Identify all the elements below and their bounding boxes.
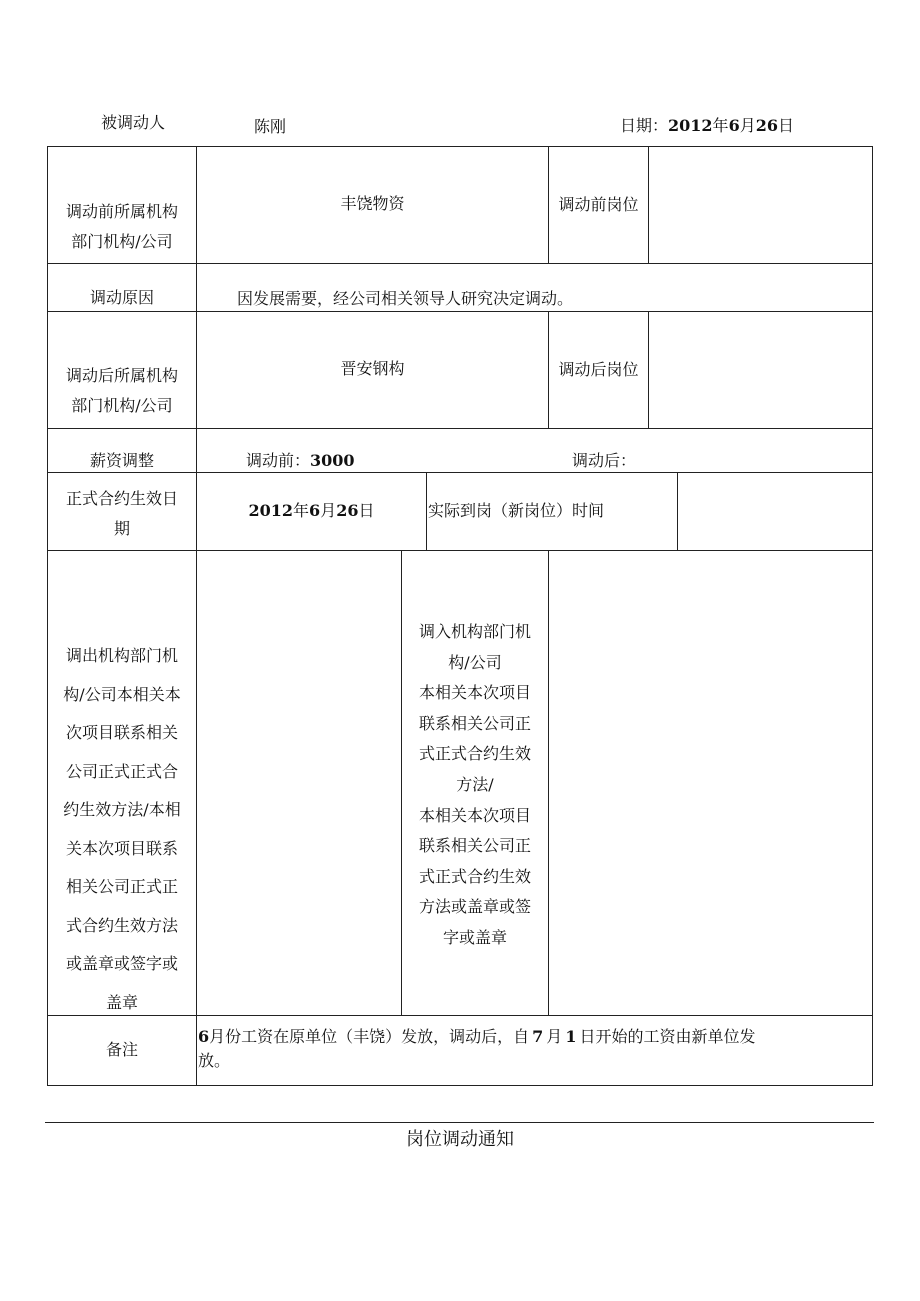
out-org-signature-area[interactable] xyxy=(197,551,401,1015)
in-sign-line: 本相关本次项目 xyxy=(418,805,531,825)
out-sign-line: 盖章 xyxy=(105,992,138,1012)
arrival-time-value[interactable] xyxy=(678,472,872,550)
in-sign-line: 联系相关公司正 xyxy=(418,836,531,856)
effective-unit-day: 日 xyxy=(358,501,375,520)
remark-value xyxy=(198,1025,868,1073)
out-sign-line: 式合约生效方法 xyxy=(65,915,178,935)
out-sign-line: 关本次项目联系 xyxy=(65,838,178,858)
remark-part-2: 月 xyxy=(546,1027,563,1046)
date-month: 6 xyxy=(728,116,740,135)
in-sign-line: 联系相关公司正 xyxy=(418,713,531,733)
salary-after xyxy=(572,446,636,476)
effective-unit-year: 年 xyxy=(293,501,310,520)
out-sign-line: 构/公司本相关本 xyxy=(63,684,181,704)
document-title: 岗位调动通知 xyxy=(406,1129,514,1150)
effective-day: 26 xyxy=(336,501,359,520)
salary-after-label: 调动后： xyxy=(572,451,637,470)
in-sign-line: 构/公司 xyxy=(448,652,502,672)
date-day: 26 xyxy=(755,116,778,135)
after-post-label: 调动后岗位 xyxy=(558,359,639,379)
out-sign-line: 公司正式正式合 xyxy=(65,761,178,781)
in-org-sign-label xyxy=(402,617,548,954)
reason-label: 调动原因 xyxy=(89,288,154,307)
after-org-label-line1: 调动后所属机构 xyxy=(65,366,178,385)
out-org-sign-label xyxy=(48,637,196,1022)
effective-date-value xyxy=(197,472,426,550)
remark-month: 7 xyxy=(532,1027,544,1046)
in-sign-line: 方法或盖章或签 xyxy=(418,897,531,917)
remark-day: 1 xyxy=(565,1027,577,1046)
effective-label-line1: 正式合约生效日 xyxy=(65,489,178,508)
out-sign-line: 约生效方法/本相 xyxy=(63,800,181,819)
before-org-label xyxy=(48,190,196,264)
effective-year: 2012 xyxy=(248,501,294,520)
before-post-value[interactable] xyxy=(649,146,872,263)
transferee-label: 被调动人 xyxy=(101,113,166,132)
before-org-label-line2: 部门机构/公司 xyxy=(71,232,173,251)
remark-line-1 xyxy=(198,1025,868,1049)
remark-part-3: 日开始的工资由新单位发 xyxy=(579,1027,756,1046)
after-post-value[interactable] xyxy=(649,311,872,428)
in-sign-line: 本相关本次项目 xyxy=(418,683,531,703)
arrival-time-label: 实际到岗（新岗位）时间 xyxy=(428,501,605,520)
in-sign-line: 式正式合约生效 xyxy=(418,866,531,886)
in-sign-line: 调入机构部门机 xyxy=(418,622,531,641)
out-sign-line: 或盖章或签字或 xyxy=(65,954,178,973)
date-unit-day: 日 xyxy=(777,116,794,135)
footer-divider xyxy=(45,1122,874,1123)
before-org-value: 丰饶物资 xyxy=(340,194,405,213)
remark-line-2: 放。 xyxy=(198,1051,231,1070)
header-date xyxy=(620,113,794,136)
in-sign-line: 式正式合约生效 xyxy=(418,744,531,764)
in-sign-line: 方法/ xyxy=(456,774,494,794)
date-unit-month: 月 xyxy=(739,116,756,135)
after-org-label xyxy=(48,354,196,428)
out-sign-line: 次项目联系相关 xyxy=(65,723,178,742)
date-year: 2012 xyxy=(668,116,713,135)
out-sign-line: 调出机构部门机 xyxy=(65,646,178,665)
effective-label-line2: 期 xyxy=(113,519,130,538)
before-post-label: 调动前岗位 xyxy=(558,194,639,214)
in-org-signature-area[interactable] xyxy=(549,551,872,1015)
remark-label: 备注 xyxy=(105,1040,138,1059)
after-org-label-line2: 部门机构/公司 xyxy=(71,396,173,415)
remark-month-start: 6 xyxy=(198,1027,210,1046)
date-unit-year: 年 xyxy=(712,116,729,135)
salary-before-label: 调动前： xyxy=(246,451,311,470)
after-org-value: 晋安钢构 xyxy=(340,359,405,378)
before-org-label-line1: 调动前所属机构 xyxy=(65,202,178,221)
reason-value: 因发展需要，经公司相关领导人研究决定调动。 xyxy=(237,289,574,308)
effective-unit-month: 月 xyxy=(320,501,337,520)
effective-month: 6 xyxy=(309,501,321,520)
out-sign-line: 相关公司正式正 xyxy=(65,877,178,896)
remark-part-1: 月份工资在原单位（丰饶）发放，调动后，自 xyxy=(209,1027,530,1046)
date-label: 日期： xyxy=(620,116,669,135)
transferee-name: 陈刚 xyxy=(254,117,287,136)
in-sign-line: 字或盖章 xyxy=(442,927,507,947)
effective-date-label xyxy=(48,478,196,550)
salary-before-value: 3000 xyxy=(310,451,355,470)
salary-label: 薪资调整 xyxy=(89,451,154,470)
